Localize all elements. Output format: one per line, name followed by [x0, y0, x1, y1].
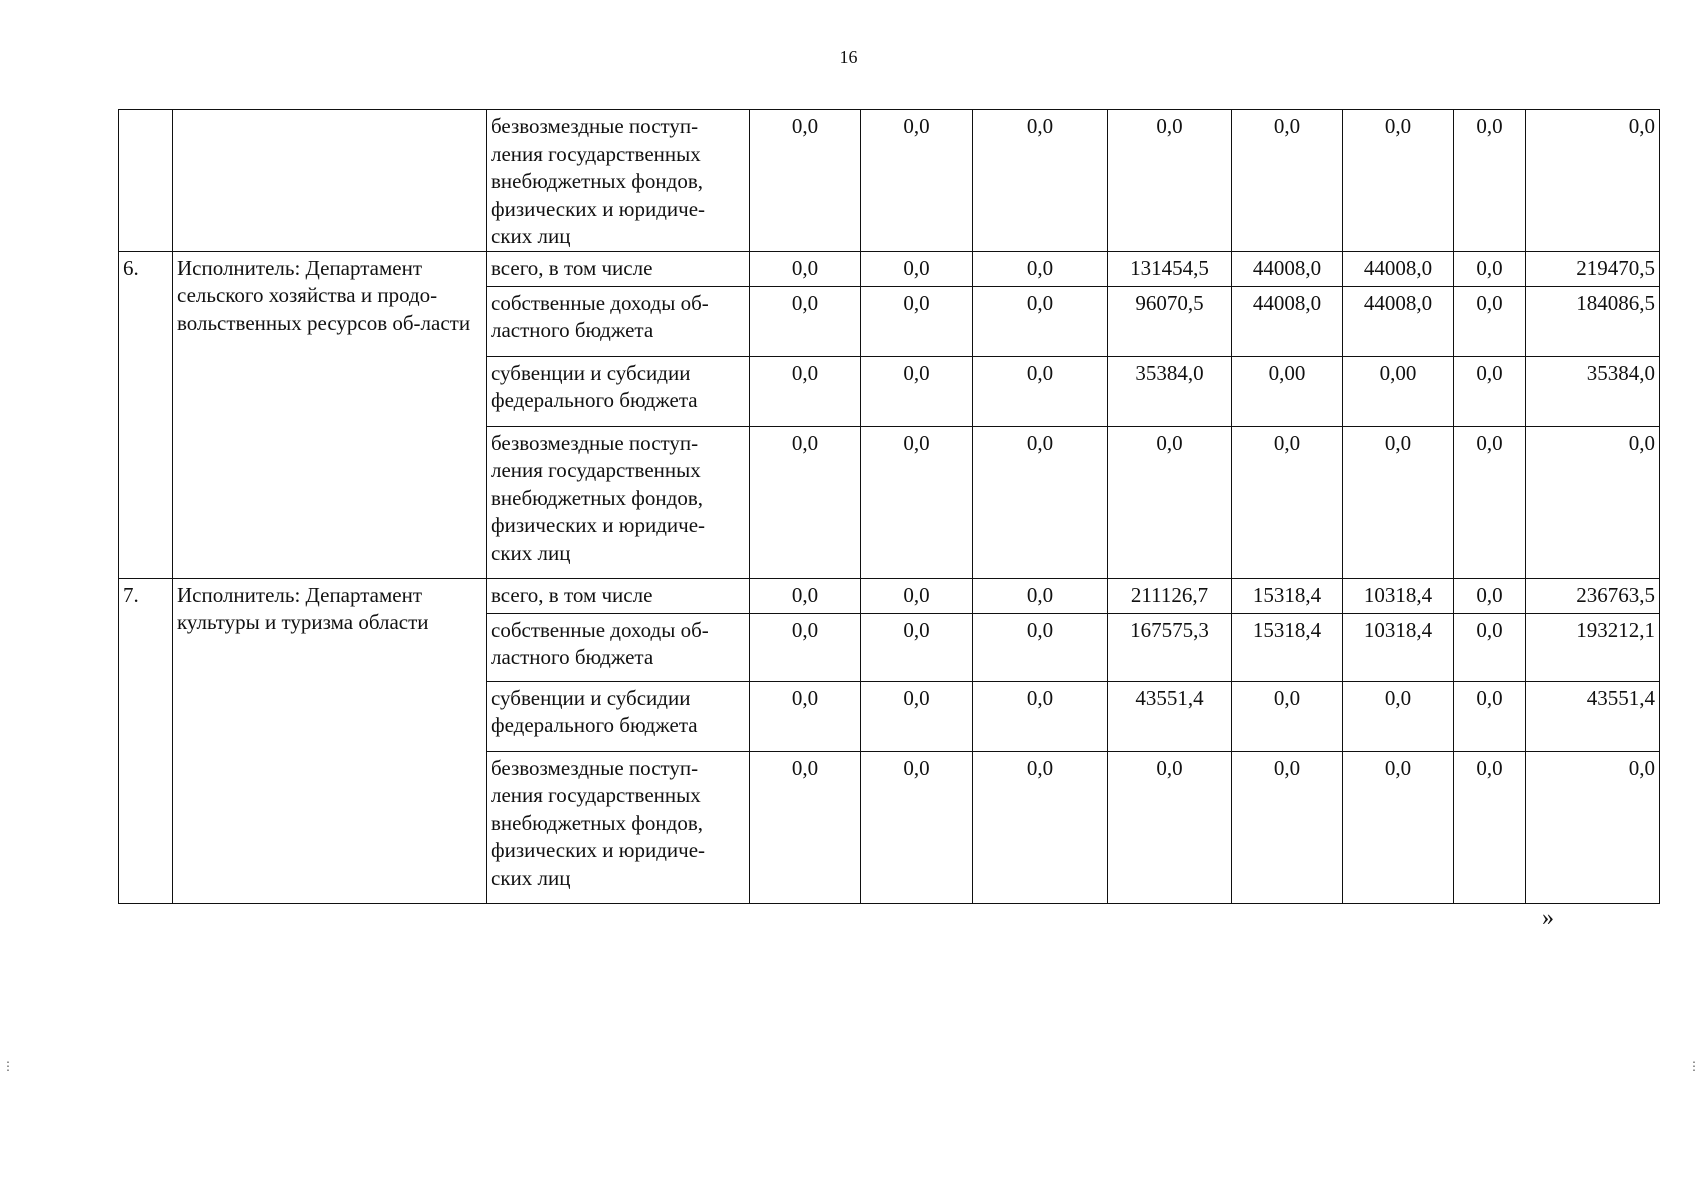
value-cell: 0,0	[861, 110, 973, 252]
value-cell: 0,0	[1232, 751, 1343, 903]
funding-source-cell: субвенции и субсидии федерального бюджета	[487, 356, 750, 426]
total-value-cell: 0,0	[1526, 110, 1660, 252]
row-number-cell	[119, 110, 173, 252]
funding-source-cell: субвенции и субсидии федерального бюджета	[487, 681, 750, 751]
value-cell: 0,0	[973, 110, 1108, 252]
value-cell: 0,0	[750, 251, 861, 286]
value-cell: 0,0	[973, 578, 1108, 613]
value-cell: 0,0	[1454, 356, 1526, 426]
total-value-cell: 193212,1	[1526, 613, 1660, 681]
value-cell: 0,0	[750, 751, 861, 903]
left-edge-mark: ⋮	[2, 1059, 14, 1073]
value-cell: 0,0	[1454, 251, 1526, 286]
value-cell: 0,0	[1343, 426, 1454, 578]
value-cell: 0,0	[1454, 110, 1526, 252]
value-cell: 0,00	[1343, 356, 1454, 426]
value-cell: 44008,0	[1343, 286, 1454, 356]
value-cell: 0,0	[973, 286, 1108, 356]
table-row	[119, 578, 1660, 613]
value-cell: 0,0	[861, 286, 973, 356]
table-row	[119, 110, 1660, 252]
total-value-cell: 35384,0	[1526, 356, 1660, 426]
value-cell: 15318,4	[1232, 613, 1343, 681]
value-cell: 0,0	[1454, 613, 1526, 681]
value-cell: 0,0	[1232, 110, 1343, 252]
value-cell: 0,0	[1454, 578, 1526, 613]
value-cell: 0,0	[861, 426, 973, 578]
value-cell: 0,0	[973, 613, 1108, 681]
funding-source-cell: всего, в том числе	[487, 251, 750, 286]
executor-cell: Исполнитель: Департамент сельского хозяйства и продо-вольственных ресурсов об-ласти	[173, 251, 487, 578]
funding-source-cell: собственные доходы об-ластного бюджета	[487, 286, 750, 356]
funding-source-cell: собственные доходы об-ластного бюджета	[487, 613, 750, 681]
value-cell: 10318,4	[1343, 613, 1454, 681]
budget-table	[118, 109, 1660, 904]
value-cell: 0,0	[861, 613, 973, 681]
total-value-cell: 0,0	[1526, 426, 1660, 578]
value-cell: 35384,0	[1108, 356, 1232, 426]
value-cell: 0,0	[750, 426, 861, 578]
total-value-cell: 43551,4	[1526, 681, 1660, 751]
value-cell: 43551,4	[1108, 681, 1232, 751]
total-value-cell: 219470,5	[1526, 251, 1660, 286]
value-cell: 0,0	[750, 356, 861, 426]
value-cell: 0,0	[1232, 426, 1343, 578]
right-edge-mark: ⋮	[1688, 1059, 1700, 1073]
row-number-cell: 7.	[119, 578, 173, 903]
value-cell: 167575,3	[1108, 613, 1232, 681]
closing-quote-mark: »	[1542, 905, 1554, 931]
value-cell: 44008,0	[1232, 251, 1343, 286]
page-number: 16	[839, 47, 858, 67]
value-cell: 0,00	[1232, 356, 1343, 426]
value-cell: 0,0	[1454, 426, 1526, 578]
value-cell: 0,0	[861, 356, 973, 426]
value-cell: 44008,0	[1232, 286, 1343, 356]
value-cell: 10318,4	[1343, 578, 1454, 613]
value-cell: 0,0	[1454, 286, 1526, 356]
value-cell: 0,0	[750, 110, 861, 252]
value-cell: 0,0	[861, 578, 973, 613]
row-number-cell: 6.	[119, 251, 173, 578]
value-cell: 0,0	[1454, 681, 1526, 751]
value-cell: 0,0	[1108, 426, 1232, 578]
value-cell: 0,0	[1343, 751, 1454, 903]
value-cell: 0,0	[973, 356, 1108, 426]
value-cell: 0,0	[973, 426, 1108, 578]
total-value-cell: 0,0	[1526, 751, 1660, 903]
executor-cell	[173, 110, 487, 252]
executor-cell: Исполнитель: Департамент культуры и туризма области	[173, 578, 487, 903]
value-cell: 0,0	[973, 251, 1108, 286]
value-cell: 131454,5	[1108, 251, 1232, 286]
value-cell: 0,0	[861, 681, 973, 751]
total-value-cell: 184086,5	[1526, 286, 1660, 356]
value-cell: 0,0	[1232, 681, 1343, 751]
value-cell: 0,0	[973, 751, 1108, 903]
value-cell: 0,0	[973, 681, 1108, 751]
funding-source-cell: всего, в том числе	[487, 578, 750, 613]
value-cell: 211126,7	[1108, 578, 1232, 613]
value-cell: 15318,4	[1232, 578, 1343, 613]
value-cell: 0,0	[1108, 751, 1232, 903]
value-cell: 0,0	[861, 751, 973, 903]
table-row	[119, 251, 1660, 286]
funding-source-cell: безвозмездные поступ-ления государственных внебюджетных фондов, физических и юридиче-ских лиц	[487, 110, 750, 252]
value-cell: 0,0	[1343, 110, 1454, 252]
value-cell: 0,0	[861, 251, 973, 286]
value-cell: 0,0	[750, 613, 861, 681]
funding-source-cell: безвозмездные поступ-ления государственных внебюджетных фондов, физических и юридиче-ских лиц	[487, 751, 750, 903]
value-cell: 0,0	[750, 578, 861, 613]
funding-source-cell: безвозмездные поступ-ления государственных внебюджетных фондов, физических и юридиче-ских лиц	[487, 426, 750, 578]
total-value-cell: 236763,5	[1526, 578, 1660, 613]
value-cell: 0,0	[1108, 110, 1232, 252]
value-cell: 0,0	[1454, 751, 1526, 903]
value-cell: 0,0	[1343, 681, 1454, 751]
value-cell: 96070,5	[1108, 286, 1232, 356]
value-cell: 0,0	[750, 681, 861, 751]
value-cell: 44008,0	[1343, 251, 1454, 286]
value-cell: 0,0	[750, 286, 861, 356]
